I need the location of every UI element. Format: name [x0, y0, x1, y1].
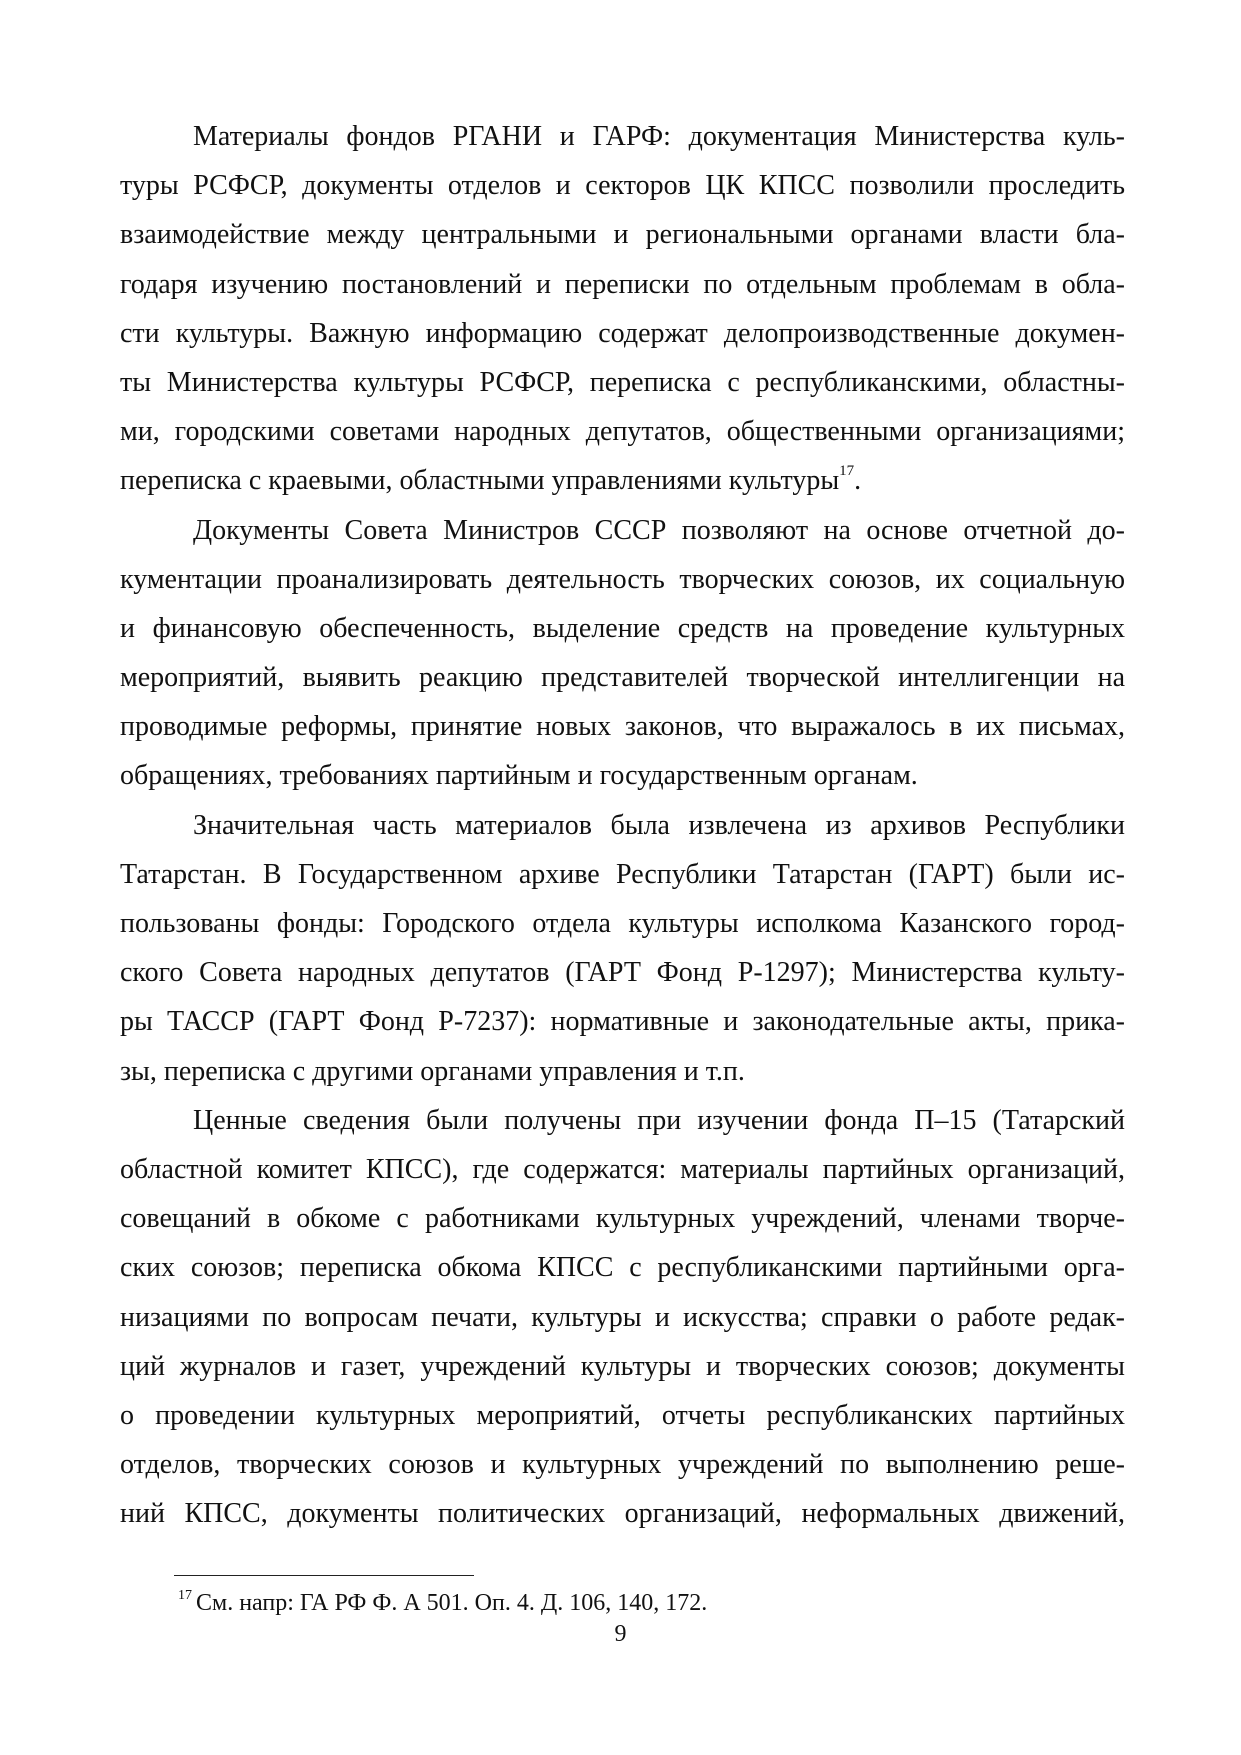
text-line: годаря изучению постановлений и переписки по отдельным проблемам в обла-: [120, 268, 1125, 300]
text-line: Документы Совета Министров СССР позволяют на основе отчетной до-: [193, 514, 1125, 546]
text-line: Значительная часть материалов была извлечена из архивов Республики: [193, 809, 1125, 841]
text-line: низациями по вопросам печати, культуры и искусства; справки о работе редак-: [120, 1301, 1125, 1333]
text-line: кументации проанализировать деятельность творческих союзов, их социальную: [120, 563, 1125, 595]
sentence-end: .: [854, 465, 862, 497]
text-line: взаимодействие между центральными и региональными органами власти бла-: [120, 219, 1125, 251]
footnote-text: См. напр: ГА РФ Ф. А 501. Оп. 4. Д. 106, 140, 172.: [196, 1590, 708, 1616]
text-line: совещаний в обкоме с работниками культурных учреждений, членами творче-: [120, 1203, 1125, 1235]
paragraph-1: [120, 112, 1125, 506]
footnote-reference: 17: [839, 462, 855, 479]
text-line: зы, переписка с другими органами управления и т.п.: [120, 1055, 745, 1087]
text-line: Материалы фондов РГАНИ и ГАРФ: документация Министерства куль-: [193, 121, 1125, 152]
text-line: Татарстан. В Государственном архиве Республики Татарстан (ГАРТ) были ис-: [120, 858, 1125, 890]
footnote-number: 17: [178, 1588, 192, 1603]
text-line: ми, городскими советами народных депутатов, общественными организациями;: [120, 416, 1125, 448]
text-line: туры РСФСР, документы отделов и секторов ЦК КПСС позволили проследить: [120, 170, 1125, 202]
body-text: [120, 112, 1125, 1538]
text-line: о проведении культурных мероприятий, отчеты республиканских партийных: [120, 1399, 1125, 1431]
paragraph-4: [120, 1096, 1125, 1539]
page-number: 9: [614, 1621, 627, 1647]
text-line: мероприятий, выявить реакцию представителей творческой интеллигенции на: [120, 662, 1125, 694]
footnote-separator: [174, 1575, 474, 1576]
paragraph-2: [120, 506, 1125, 801]
text-line: ты Министерства культуры РСФСР, переписка с республиканскими, областны-: [120, 366, 1125, 398]
text-line: ний КПСС, документы политических организаций, неформальных движений,: [120, 1498, 1125, 1530]
text-line-content: переписка с краевыми, областными управлениями культуры: [120, 465, 840, 497]
footnote: [178, 1589, 707, 1617]
text-line: и финансовую обеспеченность, выделение средств на проведение культурных: [120, 612, 1125, 644]
text-line: ций журналов и газет, учреждений культуры и творческих союзов; документы: [120, 1350, 1125, 1382]
text-line: Ценные сведения были получены при изучении фонда П–15 (Татарский: [193, 1104, 1125, 1136]
text-line: сти культуры. Важную информацию содержат делопроизводственные докумен-: [120, 317, 1125, 349]
text-line: отделов, творческих союзов и культурных учреждений по выполнению реше-: [120, 1449, 1125, 1481]
paragraph-3: [120, 801, 1125, 1096]
text-line: [120, 456, 1125, 505]
text-line: ры ТАССР (ГАРТ Фонд Р-7237): нормативные и законодательные акты, прика-: [120, 1006, 1125, 1038]
text-line: обращениях, требованиях партийным и государственным органам.: [120, 760, 918, 792]
text-line: пользованы фонды: Городского отдела культуры исполкома Казанского город-: [120, 908, 1125, 939]
text-line: проводимые реформы, принятие новых законов, что выражалось в их письмах,: [120, 711, 1125, 743]
text-line: областной комитет КПСС), где содержатся: материалы партийных организаций,: [120, 1153, 1125, 1185]
text-line: ского Совета народных депутатов (ГАРТ Фонд Р-1297); Министерства культу-: [120, 957, 1125, 989]
text-line: ских союзов; переписка обкома КПСС с республиканскими партийными орга-: [120, 1252, 1125, 1284]
